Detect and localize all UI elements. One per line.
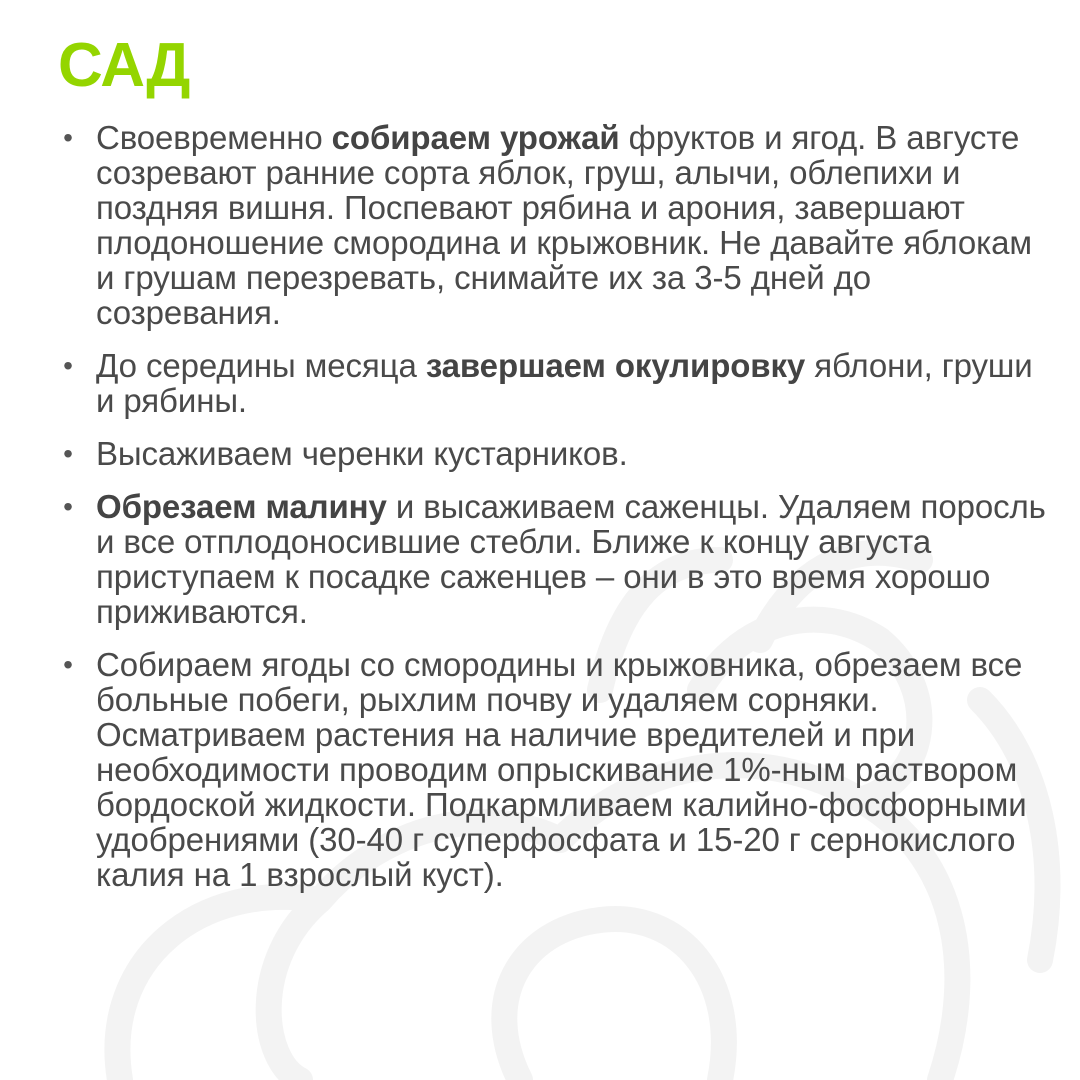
item-text: и высаживаем саженцы. Удаляем поросль и все отплодоносившие стебли. Ближе к концу августа приступаем к посадке саженцев – они в это время хорошо приживаются. bbox=[96, 488, 1046, 630]
item-highlight: завершаем окулировку bbox=[425, 347, 806, 384]
item-text: До середины месяца bbox=[96, 347, 426, 384]
bullet-icon: • bbox=[63, 122, 73, 153]
list-item bbox=[58, 120, 1048, 330]
tips-list bbox=[58, 120, 1048, 892]
item-highlight: Обрезаем малину bbox=[96, 488, 387, 525]
item-highlight: собираем урожай bbox=[331, 119, 620, 156]
list-item bbox=[58, 489, 1048, 629]
list-item bbox=[58, 436, 1048, 471]
item-text: Высаживаем черенки кустарников. bbox=[96, 435, 628, 472]
item-text: Своевременно bbox=[96, 119, 332, 156]
item-text: Собираем ягоды со смородины и крыжовника, обрезаем все больные побеги, рыхлим почву и удаляем сорняки. Осматриваем растения на наличие вредителей и при необходимости проводим опрыскивание 1%-ным раствором бордоской жидкости. Подкармливаем калийно-фосфорными удобрениями (30-40 г суперфосфата и 15-20 г сернокислого калия на 1 взрослый куст). bbox=[96, 646, 1027, 893]
bullet-icon: • bbox=[63, 491, 73, 522]
item-text: яблони, груши и рябины. bbox=[96, 347, 1033, 419]
bullet-icon: • bbox=[63, 350, 73, 381]
list-item bbox=[58, 647, 1048, 892]
bullet-icon: • bbox=[63, 649, 73, 680]
bullet-icon: • bbox=[63, 438, 73, 469]
item-text: фруктов и ягод. В августе созревают ранние сорта яблок, груш, алычи, облепихи и поздняя вишня. Поспевают рябина и арония, завершают плодоношение смородина и крыжовник. Не давайте яблокам и грушам перезревать, снимайте их за 3-5 дней до созревания. bbox=[96, 119, 1033, 331]
page-title: САД bbox=[58, 31, 190, 100]
main-content bbox=[58, 32, 1048, 910]
list-item bbox=[58, 348, 1048, 418]
